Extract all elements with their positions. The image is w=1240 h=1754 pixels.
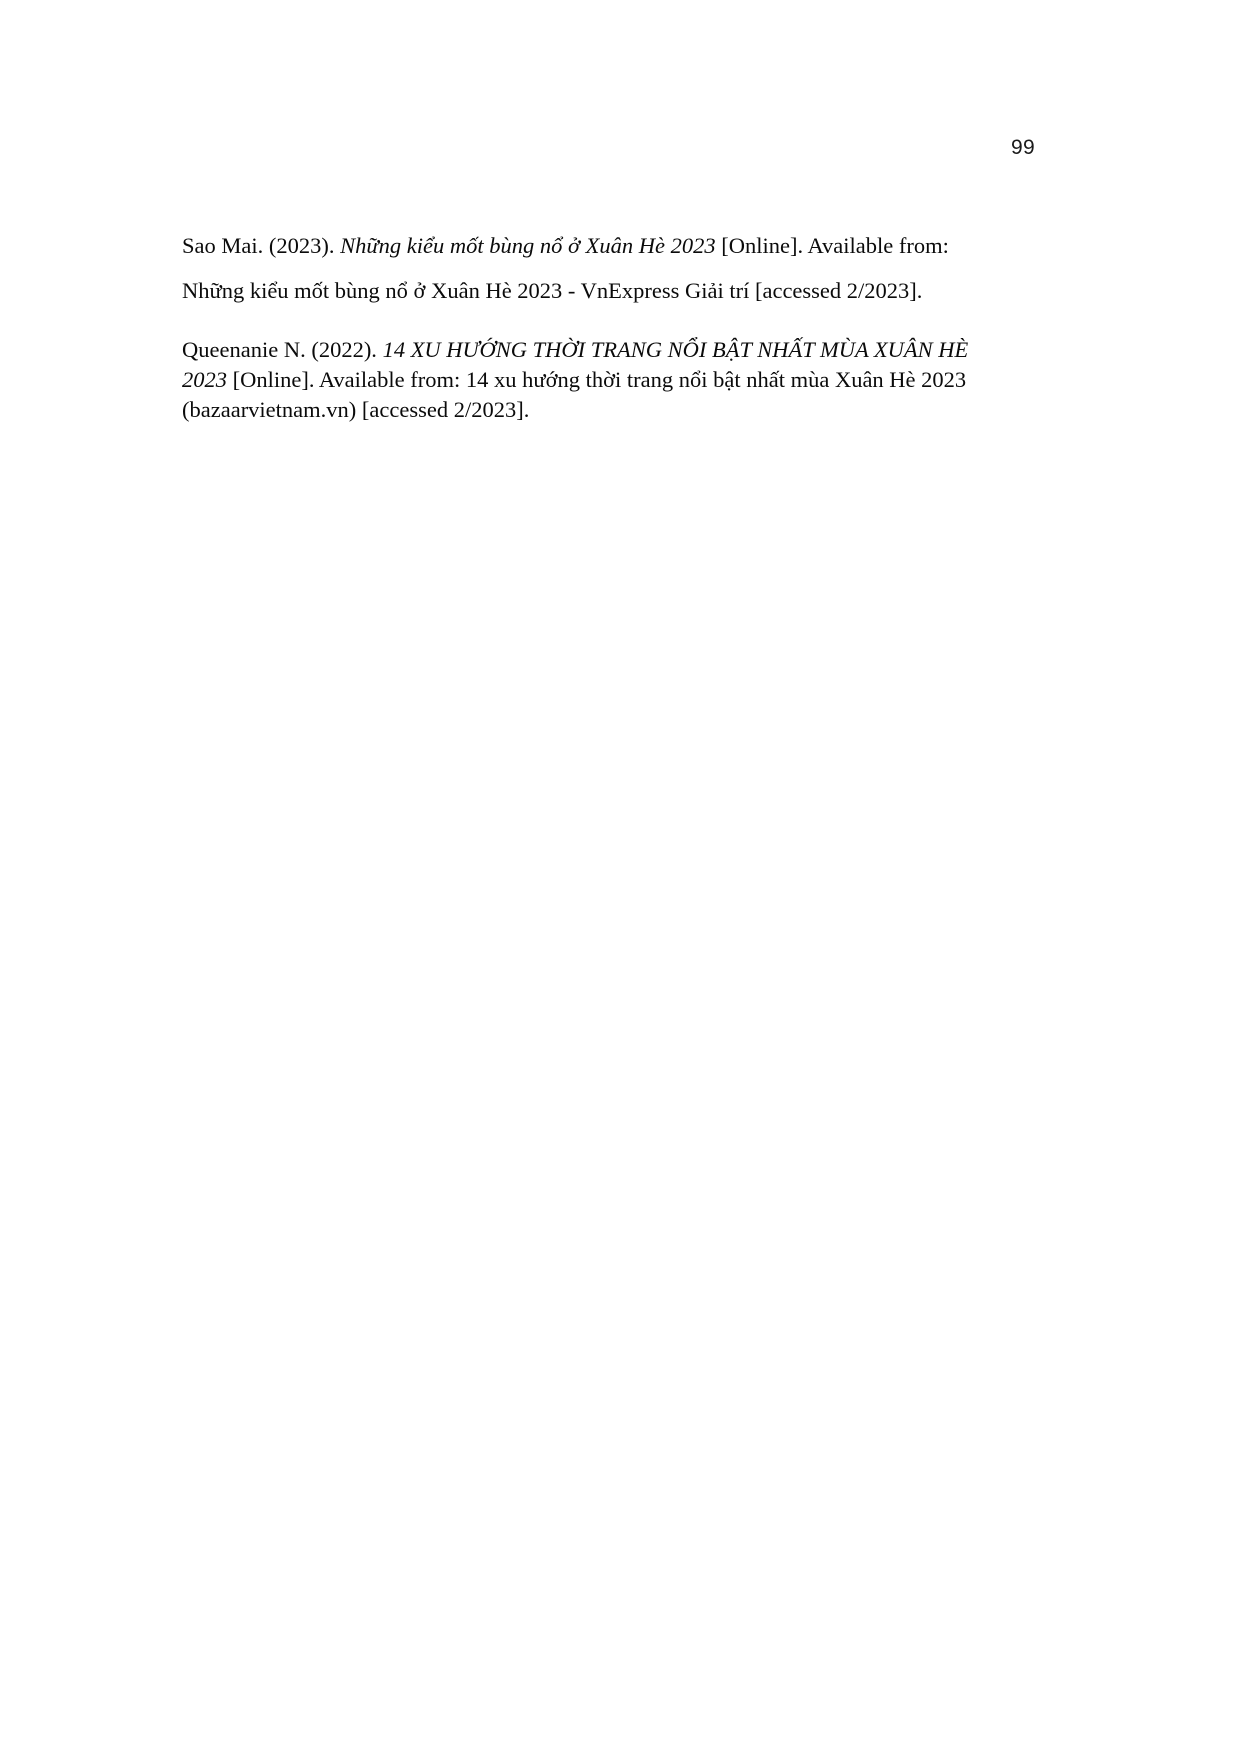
reference-entry: [182, 335, 977, 425]
reference-entry: [182, 223, 977, 313]
reference-author-year: Sao Mai. (2023).: [182, 232, 341, 258]
reference-author-year: Queenanie N. (2022).: [182, 337, 383, 362]
references-list: [182, 200, 977, 448]
reference-source: [Online]. Available from: 14 xu hướng thời trang nổi bật nhất mùa Xuân Hè 2023 (bazaarvietnam.vn) [accessed 2/2023].: [182, 367, 967, 422]
reference-source: [Online]. Available from: Những kiểu mốt bùng nổ ở Xuân Hè 2023 - VnExpress Giải trí [accessed 2/2023].: [182, 232, 949, 303]
page-number: 99: [1011, 136, 1035, 159]
reference-title: 14 XU HƯỚNG THỜI TRANG NỔI BẬT NHẤT MÙA XUÂN HÈ 2023: [182, 337, 969, 392]
reference-title: Những kiểu mốt bùng nổ ở Xuân Hè 2023: [340, 232, 716, 258]
